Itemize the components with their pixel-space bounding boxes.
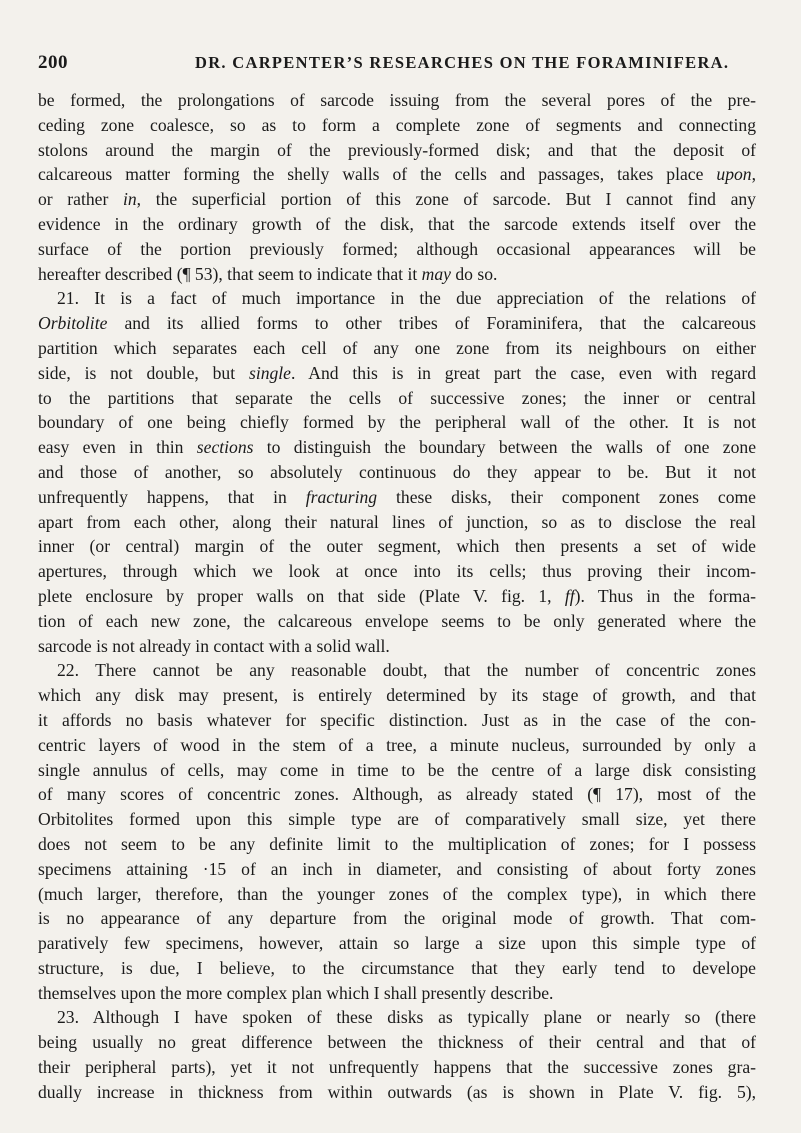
text-line: stolons around the margin of the previously-formed disk; and that the deposit of	[38, 139, 756, 160]
text-line: surface of the portion previously formed; although occasional appearances will be	[38, 238, 756, 259]
text-line: Orbitolites formed upon this simple type are of comparatively small size, yet there	[38, 809, 756, 830]
text-line: centric layers of wood in the stem of a tree, a minute nucleus, surrounded by only a	[38, 734, 756, 755]
text-line: apart from each other, along their natural lines of junction, so as to disclose the real	[38, 511, 756, 532]
paragraph-23	[38, 1005, 756, 1104]
text-line: and those of another, so absolutely continuous do they appear to be. But it not	[38, 461, 756, 482]
text-line: be formed, the prolongations of sarcode issuing from the several pores of the pre-	[38, 90, 756, 110]
page-header	[38, 52, 750, 76]
paragraph-continued	[38, 88, 756, 286]
text-line: hereafter described (¶ 53), that seem to indicate that it may do so.	[38, 263, 498, 284]
paragraph-21	[38, 286, 756, 658]
text-line: specimens attaining ·15 of an inch in diameter, and consisting of about forty zones	[38, 858, 756, 879]
text-line: is no appearance of any departure from the original mode of growth. That com-	[38, 908, 756, 929]
text-line: 21. It is a fact of much importance in the due appreciation of the relations of	[57, 288, 756, 309]
text-line: their peripheral parts), yet it not unfrequently happens that the successive zones gra-	[38, 1057, 756, 1078]
text-line: 22. There cannot be any reasonable doubt, that the number of concentric zones	[57, 660, 756, 681]
text-line: plete enclosure by proper walls on that side (Plate V. fig. 1, ff). Thus in the forma-	[38, 585, 756, 606]
text-line: inner (or central) margin of the outer segment, which then presents a set of wide	[38, 536, 756, 557]
text-line: does not seem to be any definite limit to the multiplication of zones; for I possess	[38, 833, 756, 854]
text-line: it affords no basis whatever for specific distinction. Just as in the case of the con-	[38, 709, 756, 730]
text-line: dually increase in thickness from within outwards (as is shown in Plate V. fig. 5),	[38, 1081, 756, 1102]
text-line: partition which separates each cell of any one zone from its neighbours on either	[38, 337, 756, 358]
text-line: single annulus of cells, may come in time to be the centre of a large disk consisting	[38, 759, 756, 780]
text-line: themselves upon the more complex plan which I shall presently describe.	[38, 982, 554, 1003]
text-line: paratively few specimens, however, attain so large a size upon this simple type of	[38, 933, 756, 954]
text-line: 23. Although I have spoken of these disks as typically plane or nearly so (there	[57, 1007, 756, 1028]
text-line: sarcode is not already in contact with a solid wall.	[38, 635, 390, 656]
paragraph-22	[38, 658, 756, 1005]
text-line: side, is not double, but single. And this is in great part the case, even with regard	[38, 362, 756, 383]
text-line: evidence in the ordinary growth of the disk, that the sarcode extends itself over the	[38, 213, 756, 234]
text-line: structure, is due, I believe, to the circumstance that they early tend to develope	[38, 957, 756, 978]
text-line: or rather in, the superficial portion of this zone of sarcode. But I cannot find any	[38, 189, 756, 210]
text-line: unfrequently happens, that in fracturing these disks, their component zones come	[38, 486, 756, 507]
text-line: Orbitolite and its allied forms to other tribes of Foraminifera, that the calcareous	[38, 313, 756, 334]
text-line: calcareous matter forming the shelly walls of the cells and passages, takes place upon,	[38, 164, 756, 185]
text-line: which any disk may present, is entirely determined by its stage of growth, and that	[38, 685, 756, 706]
text-line: boundary of one being chiefly formed by the peripheral wall of the other. It is not	[38, 412, 756, 433]
text-line: (much larger, therefore, than the younger zones of the complex type), in which there	[38, 883, 756, 904]
text-line: tion of each new zone, the calcareous envelope seems to be only generated where the	[38, 610, 756, 631]
text-line: apertures, through which we look at once into its cells; thus proving their incom-	[38, 561, 756, 582]
page-number: 200	[38, 52, 68, 73]
body-text	[38, 88, 756, 1105]
text-line: of many scores of concentric zones. Although, as already stated (¶ 17), most of the	[38, 784, 756, 805]
text-line: easy even in thin sections to distinguish the boundary between the walls of one zone	[38, 437, 757, 458]
text-line: being usually no great difference between the thickness of their central and that of	[38, 1032, 756, 1053]
text-line: ceding zone coalesce, so as to form a complete zone of segments and connecting	[38, 114, 756, 135]
text-line: to the partitions that separate the cells of successive zones; the inner or central	[38, 387, 756, 408]
running-head: DR. CARPENTER’S RESEARCHES ON THE FORAMINIFERA.	[195, 53, 730, 72]
